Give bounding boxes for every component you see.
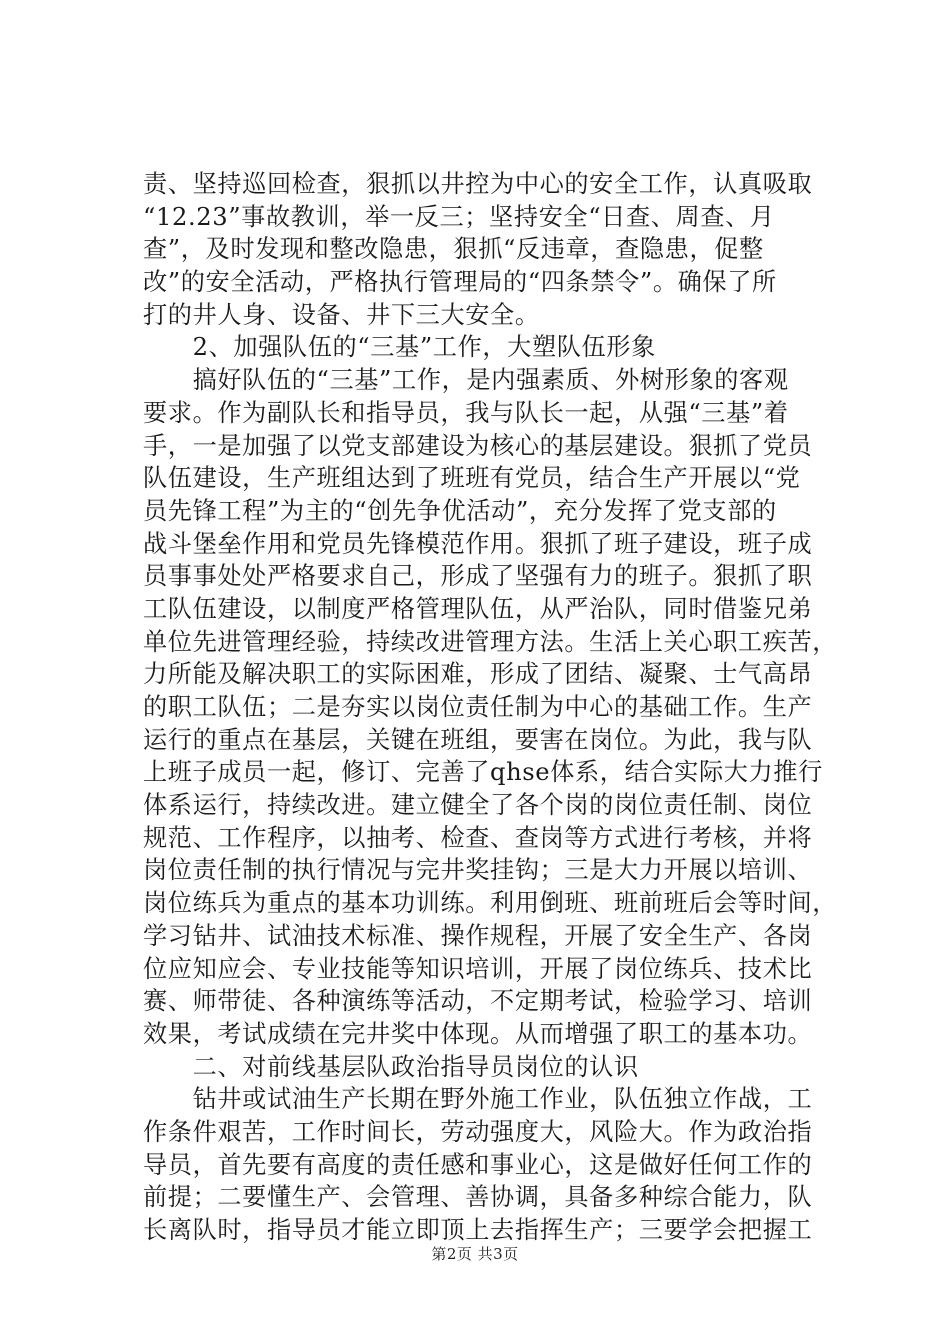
text-line: 钻井或试油生产长期在野外施工作业，队伍独立作战，工 — [143, 1085, 813, 1114]
text-line: 员事事处处严格要求自己，形成了坚强有力的班子。狠抓了职 — [143, 562, 813, 591]
text-line: 的职工队伍；二是夯实以岗位责任制为中心的基础工作。生产 — [143, 693, 813, 721]
text-line: 战斗堡垒作用和党员先锋模范作用。狠抓了班子建设，班子成 — [143, 529, 813, 558]
text-line: 岗位责任制的执行情况与完井奖挂钩；三是大力开展以培训、 — [143, 856, 813, 885]
text-line: 搞好队伍的“三基”工作，是内强素质、外树形象的客观 — [143, 366, 789, 395]
text-line: 位应知应会、专业技能等知识培训，开展了岗位练兵、技术比 — [143, 954, 813, 983]
text-line: 运行的重点在基层，关键在班组，要害在岗位。为此，我与队 — [143, 725, 813, 754]
text-line: 作条件艰苦，工作时间长，劳动强度大，风险大。作为政治指 — [143, 1117, 813, 1146]
section-heading: 二、对前线基层队政治指导员岗位的认识 — [143, 1052, 639, 1081]
text-line: 规范、工作程序，以抽考、检查、查岗等方式进行考核，并将 — [143, 823, 813, 852]
text-line: 要求。作为副队长和指导员，我与队长一起，从强“三基”着 — [143, 398, 789, 427]
text-line: 赛、师带徒、各种演练等活动，不定期考试，检验学习、培训 — [143, 987, 813, 1016]
text-line: “12.23”事故教训，举一反三；坚持安全“日查、周查、月 — [143, 202, 775, 231]
section-heading: 2、加强队伍的“三基”工作，大塑队伍形象 — [143, 333, 656, 362]
text-line: 体系运行，持续改进。建立健全了各个岗的岗位责任制、岗位 — [143, 791, 813, 820]
text-line: 前提；二要懂生产、会管理、善协调，具备多种综合能力，队 — [143, 1183, 813, 1212]
text-line: 工队伍建设，以制度严格管理队伍，从严治队，同时借鉴兄弟 — [143, 594, 813, 623]
document-body — [143, 168, 838, 1247]
text-line: 岗位练兵为重点的基本功训练。利用倒班、班前班后会等时间， — [143, 889, 838, 918]
text-line: 员先锋工程”为主的“创先争优活动”，充分发挥了党支部的 — [143, 496, 777, 525]
text-line: 长离队时，指导员才能立即顶上去指挥生产；三要学会把握工 — [143, 1216, 813, 1244]
text-line: 队伍建设，生产班组达到了班班有党员，结合生产开展以“党 — [143, 464, 801, 493]
text-line: 导员，首先要有高度的责任感和事业心，这是做好任何工作的 — [143, 1150, 813, 1179]
text-line: 查”，及时发现和整改隐患，狠抓“反违章，查隐患，促整 — [143, 235, 764, 264]
text-line: 学习钻井、试油技术标准、操作规程，开展了安全生产、各岗 — [143, 921, 813, 950]
text-line: 责、坚持巡回检查，狠抓以井控为中心的安全工作，认真吸取 — [143, 170, 813, 198]
text-line: 力所能及解决职工的实际困难，形成了团结、凝聚、士气高昂 — [143, 660, 813, 689]
text-line: 上班子成员一起，修订、完善了qhse体系，结合实际大力推行 — [143, 758, 823, 787]
text-line: 手，一是加强了以党支部建设为核心的基层建设。狠抓了党员 — [143, 431, 813, 460]
text-line: 改”的安全活动，严格执行管理局的“四条禁令”。确保了所 — [143, 268, 777, 297]
text-line: 打的井人身、设备、井下三大安全。 — [143, 300, 540, 329]
text-line: 效果，考试成绩在完井奖中体现。从而增强了职工的基本功。 — [143, 1019, 813, 1048]
page-number-footer: 第2页 共3页 — [431, 1245, 519, 1263]
text-line: 单位先进管理经验，持续改进管理方法。生活上关心职工疾苦， — [143, 627, 838, 656]
